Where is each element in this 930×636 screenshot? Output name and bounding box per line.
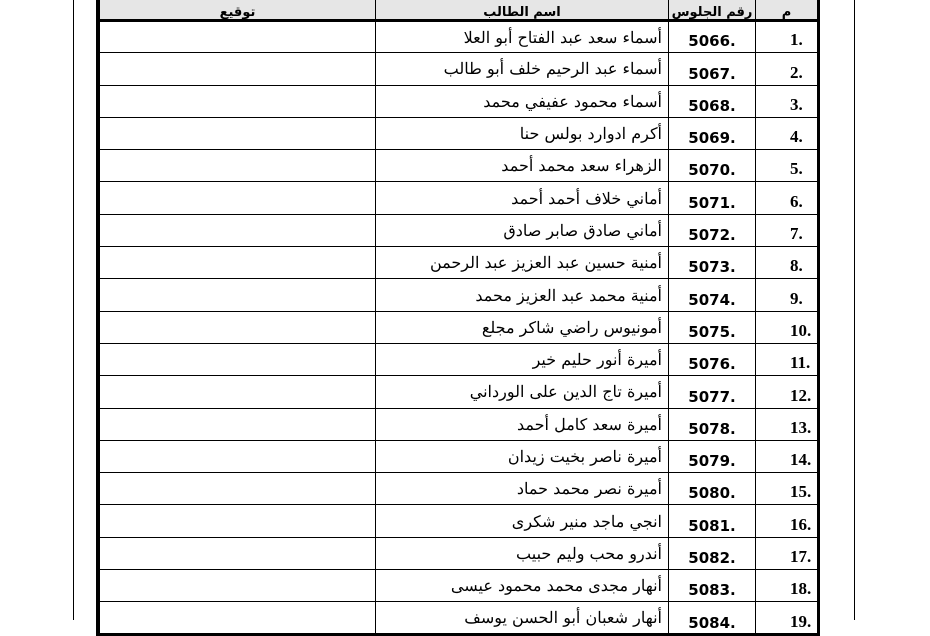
row-signature-cell[interactable] xyxy=(100,117,376,149)
row-index: 3. xyxy=(756,85,818,117)
row-signature-cell[interactable] xyxy=(100,311,376,343)
student-attendance-table xyxy=(99,0,818,635)
table-row xyxy=(100,311,818,343)
row-index: 6. xyxy=(756,182,818,214)
table-row xyxy=(100,117,818,149)
row-seat-number: 5076. xyxy=(669,343,756,375)
row-student-name: انجي ماجد منير شكرى xyxy=(376,505,669,537)
row-student-name: أميرة أنور حليم خير xyxy=(376,343,669,375)
row-student-name: أميرة ناصر بخيت زيدان xyxy=(376,440,669,472)
row-seat-number: 5081. xyxy=(669,505,756,537)
row-student-name: أمنية حسين عبد العزيز عبد الرحمن xyxy=(376,247,669,279)
row-signature-cell[interactable] xyxy=(100,182,376,214)
row-student-name: الزهراء سعد محمد أحمد xyxy=(376,150,669,182)
table-body xyxy=(100,21,818,635)
row-student-name: أمونيوس راضي شاكر مجلع xyxy=(376,311,669,343)
row-signature-cell[interactable] xyxy=(100,602,376,634)
row-seat-number: 5077. xyxy=(669,376,756,408)
row-seat-number: 5080. xyxy=(669,473,756,505)
header-seat-number: رقم الجلوس xyxy=(669,0,756,21)
row-student-name: أكرم ادوارد بولس حنا xyxy=(376,117,669,149)
row-index: 9. xyxy=(756,279,818,311)
row-index: 15. xyxy=(756,473,818,505)
table-row xyxy=(100,85,818,117)
row-signature-cell[interactable] xyxy=(100,473,376,505)
table-row xyxy=(100,602,818,634)
row-index: 5. xyxy=(756,150,818,182)
row-seat-number: 5083. xyxy=(669,570,756,602)
row-index: 19. xyxy=(756,602,818,634)
row-student-name: أماني خلاف أحمد أحمد xyxy=(376,182,669,214)
row-signature-cell[interactable] xyxy=(100,21,376,53)
row-student-name: أسماء محمود عفيفي محمد xyxy=(376,85,669,117)
table-row xyxy=(100,537,818,569)
row-signature-cell[interactable] xyxy=(100,376,376,408)
table-row xyxy=(100,53,818,85)
student-table-frame xyxy=(96,0,820,636)
table-row xyxy=(100,570,818,602)
row-seat-number: 5074. xyxy=(669,279,756,311)
row-signature-cell[interactable] xyxy=(100,408,376,440)
row-signature-cell[interactable] xyxy=(100,505,376,537)
row-signature-cell[interactable] xyxy=(100,537,376,569)
row-student-name: أسماء عبد الرحيم خلف أبو طالب xyxy=(376,53,669,85)
table-row xyxy=(100,376,818,408)
row-seat-number: 5068. xyxy=(669,85,756,117)
table-row xyxy=(100,214,818,246)
page-margin-right-line xyxy=(854,0,855,620)
row-signature-cell[interactable] xyxy=(100,53,376,85)
header-index: م xyxy=(756,0,818,21)
row-student-name: أنهار شعبان أبو الحسن يوسف xyxy=(376,602,669,634)
table-row xyxy=(100,408,818,440)
row-seat-number: 5079. xyxy=(669,440,756,472)
row-index: 12. xyxy=(756,376,818,408)
row-seat-number: 5073. xyxy=(669,247,756,279)
row-student-name: أماني صادق صابر صادق xyxy=(376,214,669,246)
row-index: 4. xyxy=(756,117,818,149)
row-index: 17. xyxy=(756,537,818,569)
row-seat-number: 5066. xyxy=(669,21,756,53)
row-seat-number: 5082. xyxy=(669,537,756,569)
row-student-name: أنهار مجدى محمد محمود عيسى xyxy=(376,570,669,602)
row-signature-cell[interactable] xyxy=(100,440,376,472)
row-student-name: أندرو محب وليم حبيب xyxy=(376,537,669,569)
row-seat-number: 5072. xyxy=(669,214,756,246)
table-row xyxy=(100,473,818,505)
row-student-name: أمنية محمد عبد العزيز محمد xyxy=(376,279,669,311)
row-seat-number: 5070. xyxy=(669,150,756,182)
row-seat-number: 5075. xyxy=(669,311,756,343)
table-row xyxy=(100,21,818,53)
row-index: 8. xyxy=(756,247,818,279)
row-signature-cell[interactable] xyxy=(100,214,376,246)
table-row xyxy=(100,247,818,279)
row-seat-number: 5084. xyxy=(669,602,756,634)
row-signature-cell[interactable] xyxy=(100,279,376,311)
table-row xyxy=(100,182,818,214)
row-student-name: أميرة نصر محمد حماد xyxy=(376,473,669,505)
row-index: 18. xyxy=(756,570,818,602)
row-index: 10. xyxy=(756,311,818,343)
row-index: 13. xyxy=(756,408,818,440)
table-row xyxy=(100,343,818,375)
header-signature: توقيع xyxy=(100,0,376,21)
table-header xyxy=(100,0,818,21)
row-index: 1. xyxy=(756,21,818,53)
table-row xyxy=(100,505,818,537)
row-signature-cell[interactable] xyxy=(100,247,376,279)
table-row xyxy=(100,279,818,311)
row-seat-number: 5069. xyxy=(669,117,756,149)
row-index: 16. xyxy=(756,505,818,537)
row-student-name: أميرة سعد كامل أحمد xyxy=(376,408,669,440)
row-signature-cell[interactable] xyxy=(100,570,376,602)
header-student-name: اسم الطالب xyxy=(376,0,669,21)
row-student-name: أميرة تاج الدين على الورداني xyxy=(376,376,669,408)
table-row xyxy=(100,150,818,182)
row-signature-cell[interactable] xyxy=(100,343,376,375)
table-row xyxy=(100,440,818,472)
row-student-name: أسماء سعد عبد الفتاح أبو العلا xyxy=(376,21,669,53)
page-margin-left-line xyxy=(73,0,74,620)
row-seat-number: 5078. xyxy=(669,408,756,440)
row-index: 2. xyxy=(756,53,818,85)
row-index: 14. xyxy=(756,440,818,472)
row-index: 7. xyxy=(756,214,818,246)
row-signature-cell[interactable] xyxy=(100,150,376,182)
row-seat-number: 5067. xyxy=(669,53,756,85)
row-signature-cell[interactable] xyxy=(100,85,376,117)
row-index: 11. xyxy=(756,343,818,375)
row-seat-number: 5071. xyxy=(669,182,756,214)
